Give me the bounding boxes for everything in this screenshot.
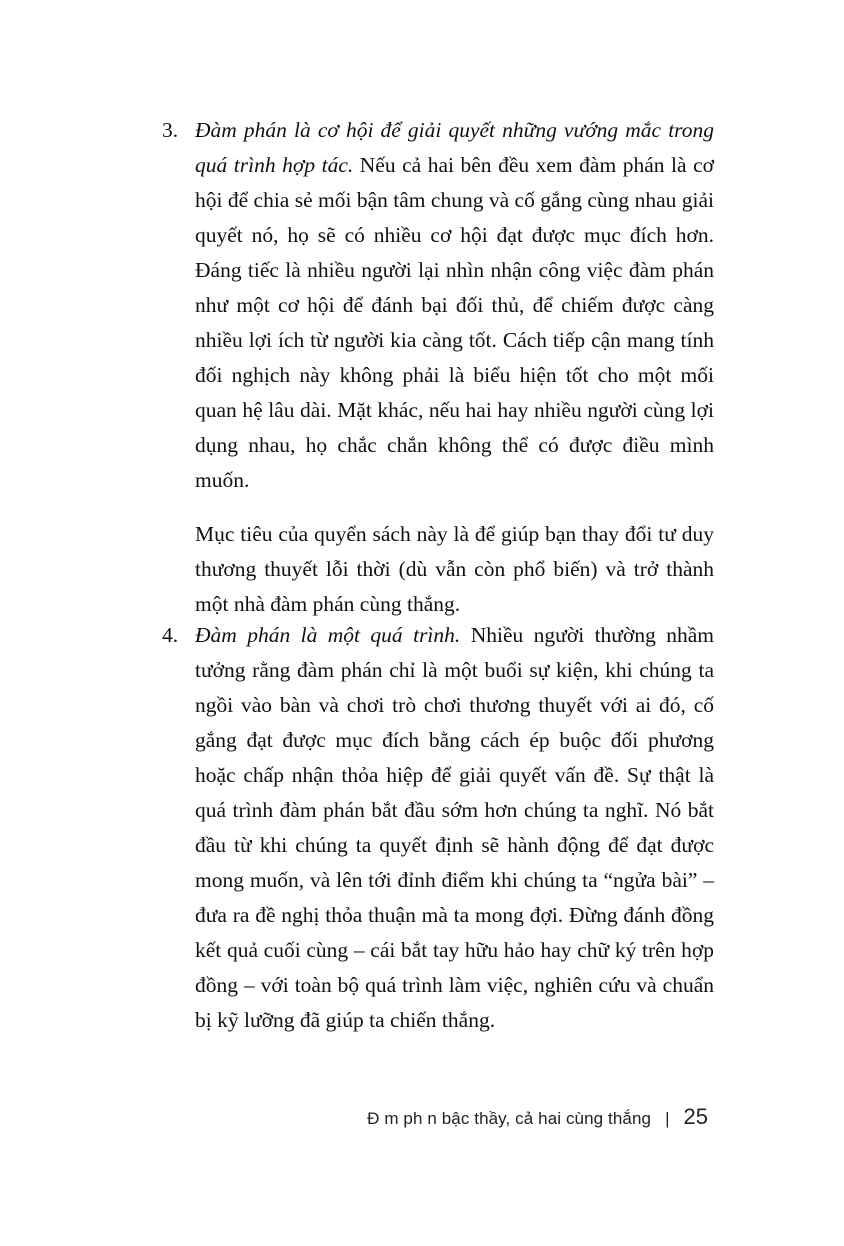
item-paragraph — [195, 113, 714, 498]
item-body — [195, 113, 714, 622]
item-body — [195, 618, 714, 1038]
item-lead: Đàm phán là cơ hội để giải quyết những vướng mắc trong quá trình hợp tác. — [195, 118, 714, 177]
running-title: Đ m ph n bậc thầy, cả hai cùng thắng — [367, 1109, 652, 1128]
item-lead: Đàm phán là một quá trình. — [195, 623, 461, 647]
page-footer — [367, 1104, 708, 1130]
list-item-4 — [162, 618, 714, 1038]
footer-separator: | — [665, 1109, 670, 1128]
item-text: Nhiều người thường nhầm tưởng rằng đàm phán chỉ là một buổi sự kiện, khi chúng ta ngồi vào bàn và chơi trò chơi thương thuyết với ai đó, cố gắng đạt được mục đích bằng cách ép buộc đối phương hoặc chấp nhận thỏa hiệp để giải quyết vấn đề. Sự thật là quá trình đàm phán bắt đầu sớm hơn chúng ta nghĩ. Nó bắt đầu từ khi chúng ta quyết định sẽ hành động để đạt được mong muốn, và lên tới đỉnh điểm khi chúng ta “ngửa bài” – đưa ra đề nghị thỏa thuận mà ta mong đợi. Đừng đánh đồng kết quả cuối cùng – cái bắt tay hữu hảo hay chữ ký trên hợp đồng – với toàn bộ quá trình làm việc, nghiên cứu và chuẩn bị kỹ lưỡng đã giúp ta chiến thắng. — [195, 623, 714, 1032]
item-text: Nếu cả hai bên đều xem đàm phán là cơ hội để chia sẻ mối bận tâm chung và cố gắng cùng nhau giải quyết nó, họ sẽ có nhiều cơ hội đạt được mục đích hơn. Đáng tiếc là nhiều người lại nhìn nhận công việc đàm phán như một cơ hội để đánh bại đối thủ, để chiếm được càng nhiều lợi ích từ người kia càng tốt. Cách tiếp cận mang tính đối nghịch này không phải là biểu hiện tốt cho một mối quan hệ lâu dài. Mặt khác, nếu hai hay nhiều người cùng lợi dụng nhau, họ chắc chắn không thể có được điều mình muốn. — [195, 153, 714, 492]
list-item-3 — [162, 113, 714, 622]
item-number: 4. — [162, 623, 179, 647]
page-number: 25 — [683, 1104, 708, 1129]
item-follow-paragraph: Mục tiêu của quyển sách này là để giúp bạn thay đổi tư duy thương thuyết lỗi thời (dù vẫn còn phổ biến) và trở thành một nhà đàm phán cùng thắng. — [195, 522, 714, 616]
item-paragraph — [195, 618, 714, 1038]
item-number: 3. — [162, 118, 179, 142]
